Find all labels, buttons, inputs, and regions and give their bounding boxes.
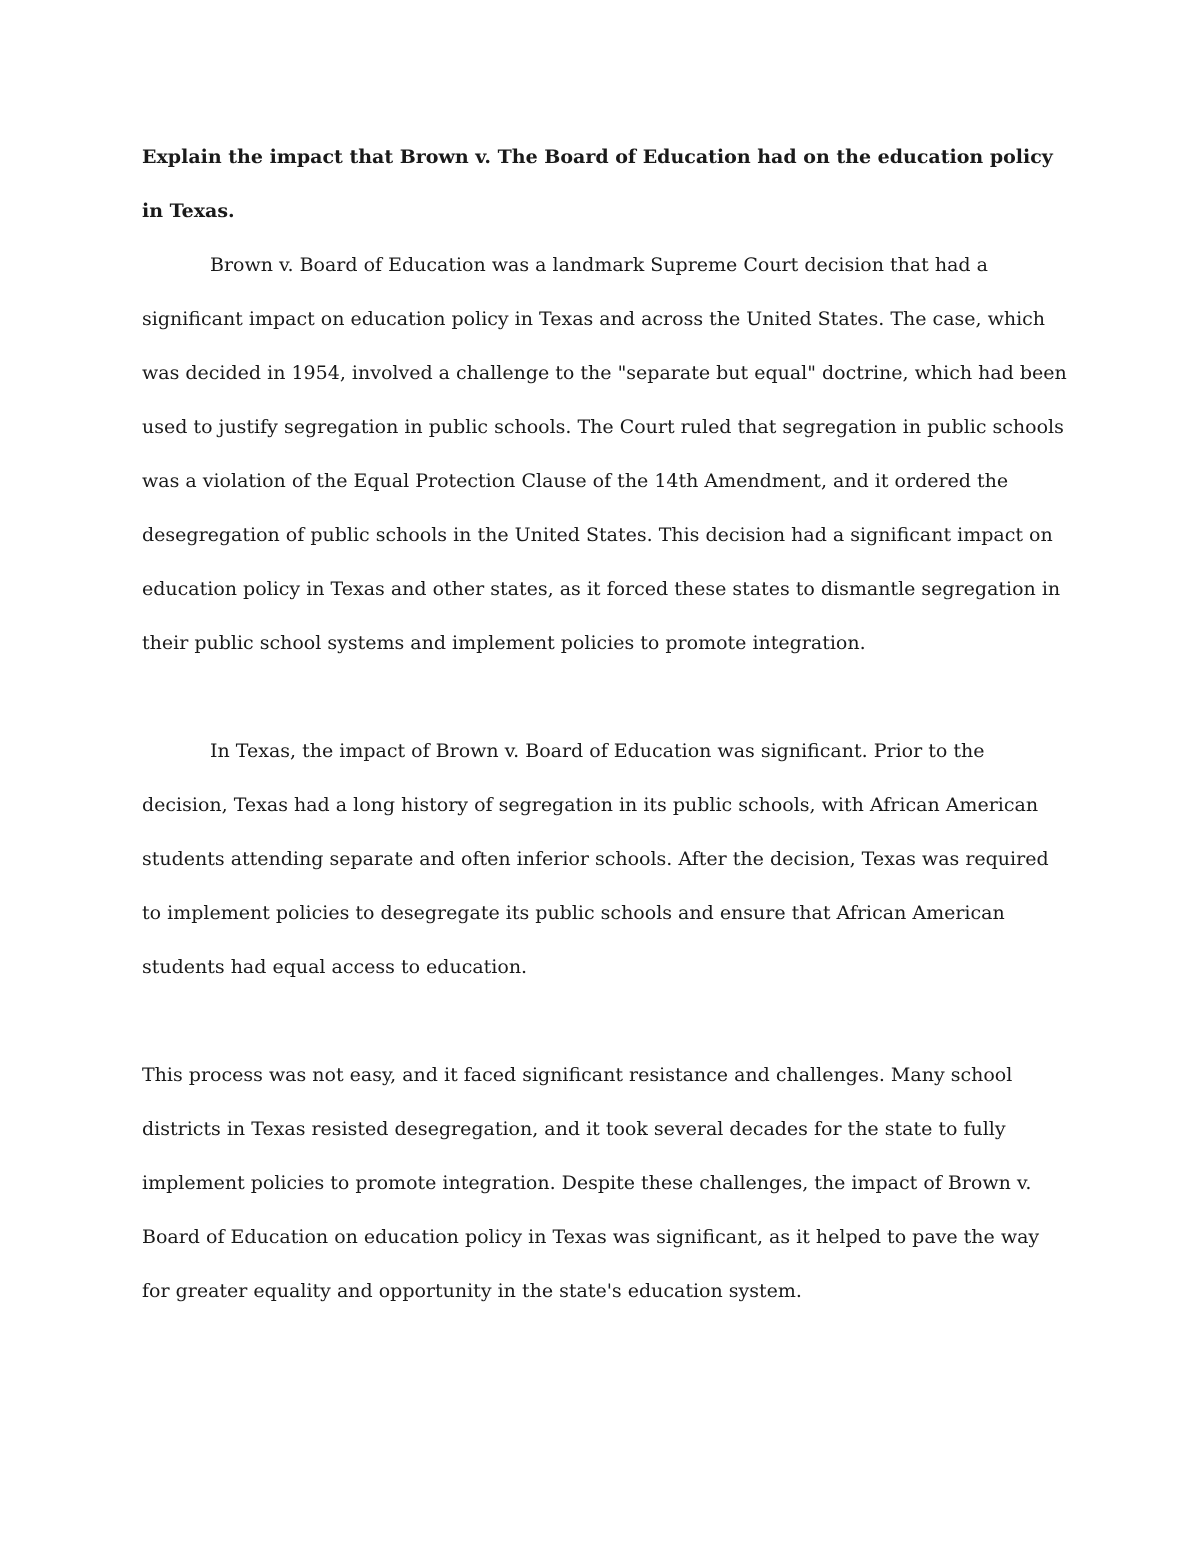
paragraph-1: Brown v. Board of Education was a landmark Supreme Court decision that had a significant impact on education policy in Texas and across the United States. The case, which was decided in 1954, involved a challenge to the "separate but equal" doctrine, which had been used to justify segregation in public schools. The Court ruled that segregation in public schools was a violation of the Equal Protection Clause of the 14th Amendment, and it ordered the desegregation of public schools in the United States. This decision had a significant impact on education policy in Texas and other states, as it forced these states to dismantle segregation in their public school systems and implement policies to promote integration. bbox=[142, 254, 1067, 654]
paragraph-2: In Texas, the impact of Brown v. Board of Education was significant. Prior to the decision, Texas had a long history of segregation in its public schools, with African American students attending separate and often inferior schools. After the decision, Texas was required to implement policies to desegregate its public schools and ensure that African American students had equal access to education. bbox=[142, 740, 1049, 978]
document-heading: Explain the impact that Brown v. The Board of Education had on the education policy in Texas. bbox=[142, 146, 1053, 222]
paragraph-3: This process was not easy, and it faced significant resistance and challenges. Many school districts in Texas resisted desegregation, and it took several decades for the state to fully implement policies to promote integration. Despite these challenges, the impact of Brown v. Board of Education on education policy in Texas was significant, as it helped to pave the way for greater equality and opportunity in the state's education system. bbox=[142, 1064, 1040, 1302]
document-body bbox=[142, 130, 1072, 1318]
paragraph-spacer bbox=[142, 670, 1072, 724]
paragraph-spacer bbox=[142, 994, 1072, 1048]
